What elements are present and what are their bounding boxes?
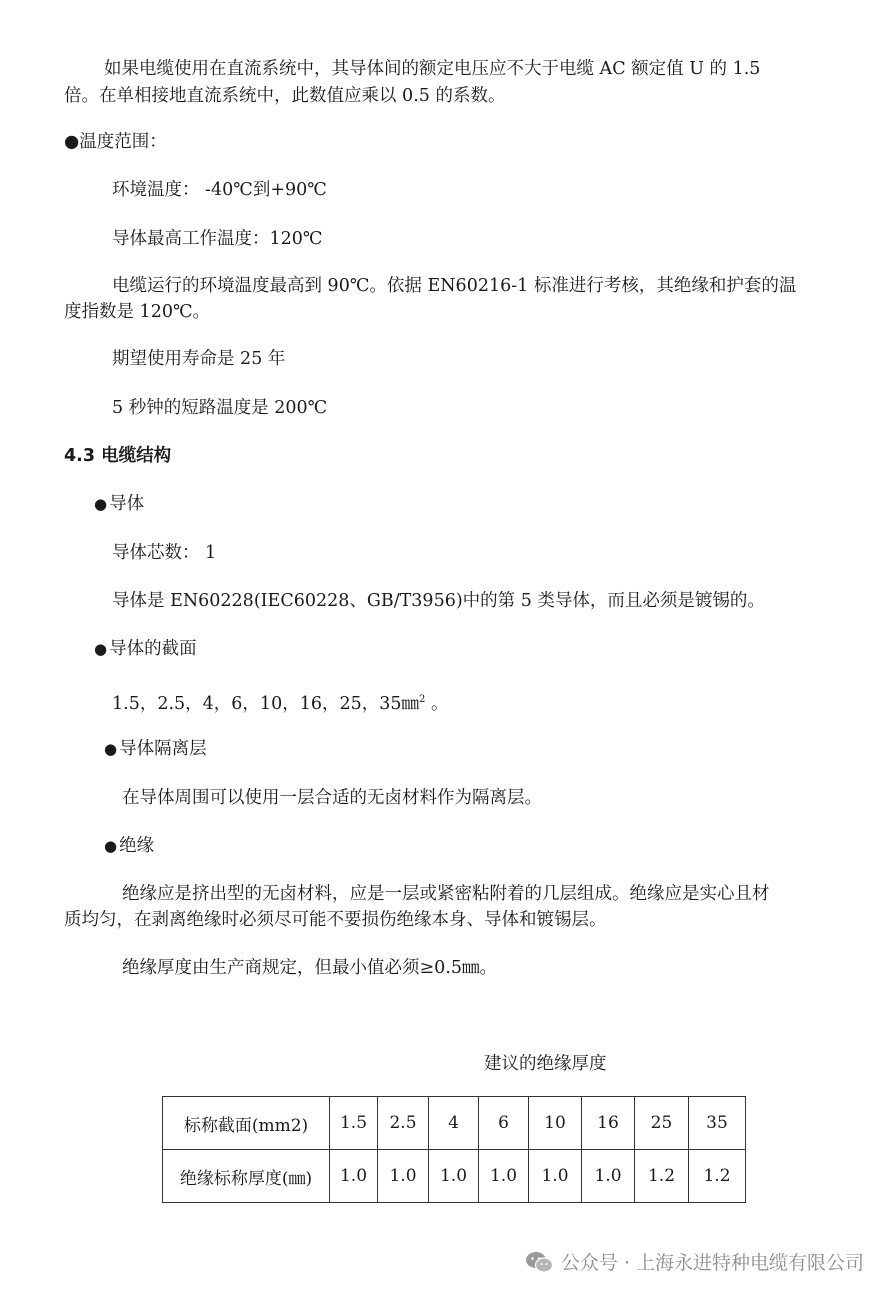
operation-paragraph-line-2: 度指数是 120℃。: [64, 302, 211, 322]
insulation-description-line-1: 绝缘应是挤出型的无卤材料，应是一层或紧密粘附着的几层组成。绝缘应是实心且材: [122, 884, 770, 904]
table-row: [163, 1097, 746, 1150]
table-cell: 10: [529, 1097, 582, 1150]
table-cell: 35: [689, 1097, 746, 1150]
ambient-temperature: 环境温度： -40℃到+90℃: [112, 180, 327, 200]
table-cell: 2.5: [378, 1097, 429, 1150]
insulation-thickness-table: [162, 1096, 746, 1203]
section-title: 4.3 电缆结构: [64, 446, 172, 466]
conductor-cores: 导体芯数： 1: [112, 543, 217, 563]
cross-section-values-text: 1.5，2.5，4，6，10，16，25，35㎜: [112, 693, 420, 714]
operation-paragraph-line-1: 电缆运行的环境温度最高到 90℃。依据 EN60216-1 标准进行考核，其绝缘和护套的温: [112, 276, 797, 296]
cross-section-tail: 。: [425, 693, 449, 714]
bullet-icon: ●: [104, 837, 118, 855]
dc-paragraph-line-1: 如果电缆使用在直流系统中，其导体间的额定电压应不大于电缆 AC 额定值 U 的 1.5: [104, 59, 761, 79]
superscript: 2: [419, 694, 426, 705]
conductor-description: 导体是 EN60228(IEC60228、GB/T3956)中的第 5 类导体，而且必须是镀锡的。: [112, 591, 765, 611]
table-cell: 1.0: [529, 1150, 582, 1203]
watermark-text: 公众号 · 上海永进特种电缆有限公司: [560, 1252, 864, 1274]
insulation-heading-text: 绝缘: [119, 836, 155, 856]
table-cell: 4: [429, 1097, 479, 1150]
table-cell: 1.2: [635, 1150, 689, 1203]
table-cell: 1.0: [378, 1150, 429, 1203]
table-cell: 25: [635, 1097, 689, 1150]
cross-section-heading-text: 导体的截面: [109, 639, 197, 659]
cross-section-values: [112, 686, 448, 718]
temperature-heading: ●温度范围：: [64, 132, 167, 152]
table-cell: 1.0: [479, 1150, 529, 1203]
insulation-heading: [104, 832, 154, 860]
cross-section-heading: [94, 635, 197, 663]
table-cell: 1.0: [429, 1150, 479, 1203]
table-cell: 1.2: [689, 1150, 746, 1203]
table-row-label: 标称截面(mm2): [163, 1097, 330, 1150]
table-cell: 16: [582, 1097, 635, 1150]
table-cell: 6: [479, 1097, 529, 1150]
table-caption: 建议的绝缘厚度: [484, 1054, 607, 1074]
table-cell: 1.0: [582, 1150, 635, 1203]
conductor-heading-text: 导体: [109, 494, 145, 514]
bullet-icon: ●: [104, 740, 118, 758]
short-circuit-temperature: 5 秒钟的短路温度是 200℃: [112, 398, 328, 418]
bullet-icon: ●: [94, 495, 108, 513]
table-row: [163, 1150, 746, 1203]
service-life: 期望使用寿命是 25 年: [112, 349, 286, 369]
watermark: [525, 1248, 864, 1275]
separator-description: 在导体周围可以使用一层合适的无卤材料作为隔离层。: [122, 788, 542, 808]
separator-heading: [104, 735, 207, 763]
insulation-thickness-rule: 绝缘厚度由生产商规定，但最小值必须≥0.5㎜。: [122, 958, 497, 978]
insulation-description-line-2: 质均匀，在剥离绝缘时必须尽可能不要损伤绝缘本身、导体和镀锡层。: [64, 910, 607, 930]
table-cell: 1.5: [330, 1097, 378, 1150]
max-conductor-temperature: 导体最高工作温度：120℃: [112, 229, 323, 249]
wechat-icon: [525, 1251, 553, 1273]
bullet-icon: ●: [94, 640, 108, 658]
table-cell: 1.0: [330, 1150, 378, 1203]
table-row-label: 绝缘标称厚度(㎜): [163, 1150, 330, 1203]
conductor-heading: [94, 490, 144, 518]
separator-heading-text: 导体隔离层: [119, 739, 207, 759]
dc-paragraph-line-2: 倍。在单相接地直流系统中，此数值应乘以 0.5 的系数。: [64, 86, 506, 106]
